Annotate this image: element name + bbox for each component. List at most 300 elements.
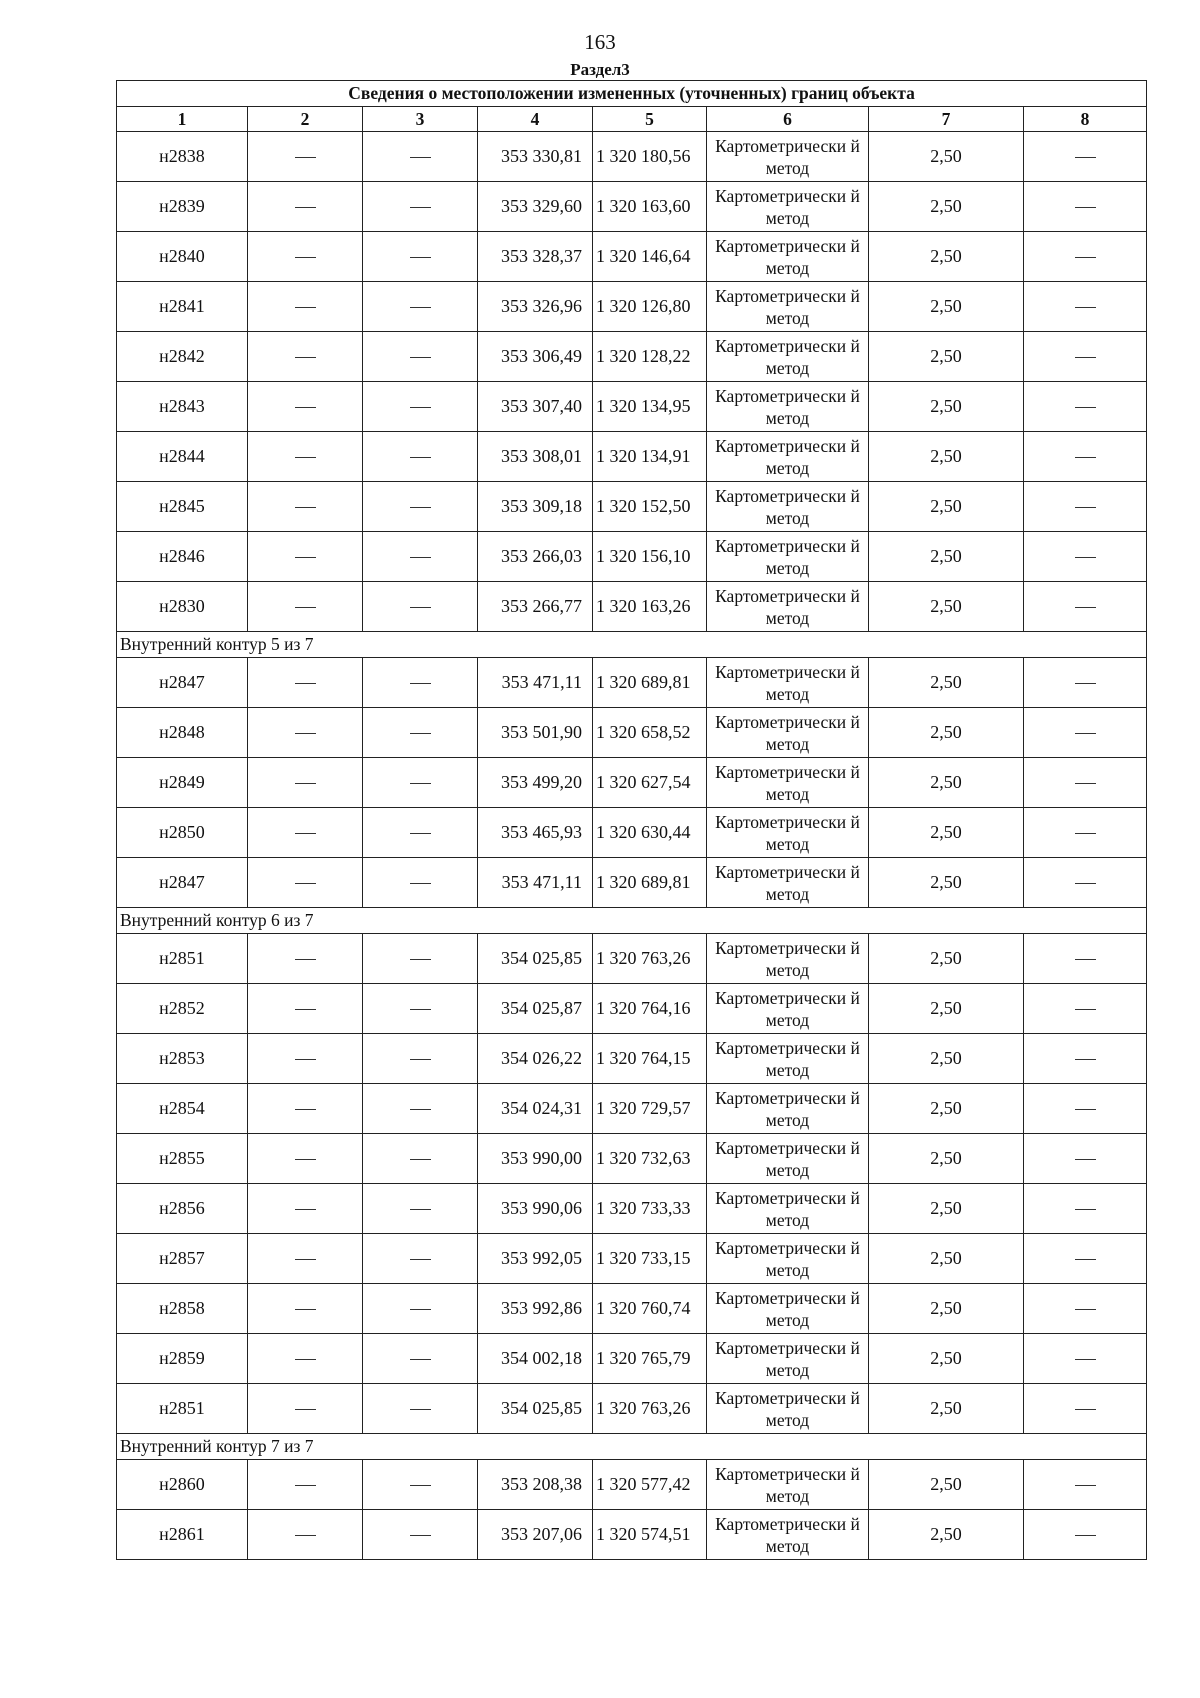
method-cell: Картометрически й метод bbox=[707, 1084, 869, 1134]
em-dash bbox=[295, 1535, 316, 1536]
em-dash bbox=[1075, 1535, 1096, 1536]
column-8-dash-cell bbox=[1024, 582, 1147, 632]
column-2-dash-cell bbox=[248, 1034, 363, 1084]
column-3-dash-cell bbox=[363, 182, 478, 232]
table-row bbox=[117, 1084, 1147, 1134]
method-cell: Картометрически й метод bbox=[707, 1234, 869, 1284]
em-dash bbox=[295, 207, 316, 208]
table-row bbox=[117, 232, 1147, 282]
em-dash bbox=[410, 607, 431, 608]
y-coordinate-cell: 1 320 134,91 bbox=[593, 432, 707, 482]
column-number: 1 bbox=[117, 107, 248, 132]
method-cell: Картометрически й метод bbox=[707, 808, 869, 858]
x-coordinate-cell: 353 307,40 bbox=[478, 382, 593, 432]
y-coordinate-cell: 1 320 163,26 bbox=[593, 582, 707, 632]
em-dash bbox=[295, 1485, 316, 1486]
em-dash bbox=[410, 1109, 431, 1110]
column-3-dash-cell bbox=[363, 1134, 478, 1184]
point-name-cell: н2840 bbox=[117, 232, 248, 282]
accuracy-cell: 2,50 bbox=[869, 1384, 1024, 1434]
x-coordinate-cell: 353 465,93 bbox=[478, 808, 593, 858]
accuracy-cell: 2,50 bbox=[869, 1234, 1024, 1284]
em-dash bbox=[1075, 1159, 1096, 1160]
x-coordinate-cell: 353 471,11 bbox=[478, 658, 593, 708]
column-8-dash-cell bbox=[1024, 1184, 1147, 1234]
column-2-dash-cell bbox=[248, 432, 363, 482]
point-name-cell: н2861 bbox=[117, 1510, 248, 1560]
em-dash bbox=[295, 407, 316, 408]
em-dash bbox=[1075, 1309, 1096, 1310]
em-dash bbox=[295, 607, 316, 608]
page-number: 163 bbox=[584, 30, 616, 54]
em-dash bbox=[410, 733, 431, 734]
point-name-cell: н2847 bbox=[117, 858, 248, 908]
em-dash bbox=[1075, 1209, 1096, 1210]
em-dash bbox=[1075, 507, 1096, 508]
column-8-dash-cell bbox=[1024, 1384, 1147, 1434]
method-cell: Картометрически й метод bbox=[707, 658, 869, 708]
column-3-dash-cell bbox=[363, 332, 478, 382]
column-2-dash-cell bbox=[248, 132, 363, 182]
em-dash bbox=[295, 1059, 316, 1060]
contour-heading-row bbox=[117, 908, 1147, 934]
em-dash bbox=[1075, 357, 1096, 358]
y-coordinate-cell: 1 320 689,81 bbox=[593, 858, 707, 908]
accuracy-cell: 2,50 bbox=[869, 808, 1024, 858]
em-dash bbox=[1075, 683, 1096, 684]
column-3-dash-cell bbox=[363, 758, 478, 808]
em-dash bbox=[410, 207, 431, 208]
em-dash bbox=[410, 307, 431, 308]
em-dash bbox=[410, 833, 431, 834]
accuracy-cell: 2,50 bbox=[869, 708, 1024, 758]
accuracy-cell: 2,50 bbox=[869, 1510, 1024, 1560]
column-number: 2 bbox=[248, 107, 363, 132]
em-dash bbox=[1075, 783, 1096, 784]
y-coordinate-cell: 1 320 658,52 bbox=[593, 708, 707, 758]
em-dash bbox=[410, 457, 431, 458]
column-3-dash-cell bbox=[363, 432, 478, 482]
em-dash bbox=[295, 307, 316, 308]
column-2-dash-cell bbox=[248, 532, 363, 582]
point-name-cell: н2856 bbox=[117, 1184, 248, 1234]
em-dash bbox=[1075, 1259, 1096, 1260]
column-8-dash-cell bbox=[1024, 532, 1147, 582]
x-coordinate-cell: 353 308,01 bbox=[478, 432, 593, 482]
y-coordinate-cell: 1 320 760,74 bbox=[593, 1284, 707, 1334]
em-dash bbox=[295, 1209, 316, 1210]
method-cell: Картометрически й метод bbox=[707, 1510, 869, 1560]
em-dash bbox=[1075, 833, 1096, 834]
column-3-dash-cell bbox=[363, 1234, 478, 1284]
column-8-dash-cell bbox=[1024, 934, 1147, 984]
em-dash bbox=[1075, 1059, 1096, 1060]
y-coordinate-cell: 1 320 156,10 bbox=[593, 532, 707, 582]
em-dash bbox=[295, 833, 316, 834]
x-coordinate-cell: 354 025,87 bbox=[478, 984, 593, 1034]
column-3-dash-cell bbox=[363, 1510, 478, 1560]
point-name-cell: н2851 bbox=[117, 934, 248, 984]
table-row bbox=[117, 532, 1147, 582]
y-coordinate-cell: 1 320 163,60 bbox=[593, 182, 707, 232]
em-dash bbox=[410, 1535, 431, 1536]
accuracy-cell: 2,50 bbox=[869, 532, 1024, 582]
table-row bbox=[117, 758, 1147, 808]
em-dash bbox=[1075, 557, 1096, 558]
y-coordinate-cell: 1 320 764,16 bbox=[593, 984, 707, 1034]
column-3-dash-cell bbox=[363, 858, 478, 908]
column-8-dash-cell bbox=[1024, 382, 1147, 432]
point-name-cell: н2859 bbox=[117, 1334, 248, 1384]
column-8-dash-cell bbox=[1024, 808, 1147, 858]
table-row bbox=[117, 332, 1147, 382]
em-dash bbox=[1075, 257, 1096, 258]
em-dash bbox=[1075, 207, 1096, 208]
column-3-dash-cell bbox=[363, 282, 478, 332]
x-coordinate-cell: 353 992,05 bbox=[478, 1234, 593, 1284]
method-cell: Картометрически й метод bbox=[707, 1034, 869, 1084]
column-2-dash-cell bbox=[248, 984, 363, 1034]
em-dash bbox=[1075, 1109, 1096, 1110]
x-coordinate-cell: 354 025,85 bbox=[478, 934, 593, 984]
column-8-dash-cell bbox=[1024, 1134, 1147, 1184]
em-dash bbox=[1075, 1009, 1096, 1010]
column-2-dash-cell bbox=[248, 708, 363, 758]
column-8-dash-cell bbox=[1024, 432, 1147, 482]
accuracy-cell: 2,50 bbox=[869, 858, 1024, 908]
table-row bbox=[117, 658, 1147, 708]
column-3-dash-cell bbox=[363, 1334, 478, 1384]
point-name-cell: н2852 bbox=[117, 984, 248, 1034]
table-row bbox=[117, 984, 1147, 1034]
table-row bbox=[117, 132, 1147, 182]
column-3-dash-cell bbox=[363, 132, 478, 182]
column-2-dash-cell bbox=[248, 1134, 363, 1184]
method-cell: Картометрически й метод bbox=[707, 1284, 869, 1334]
method-cell: Картометрически й метод bbox=[707, 182, 869, 232]
column-2-dash-cell bbox=[248, 232, 363, 282]
y-coordinate-cell: 1 320 152,50 bbox=[593, 482, 707, 532]
method-cell: Картометрически й метод bbox=[707, 1134, 869, 1184]
boundary-points-table bbox=[116, 80, 1147, 1560]
x-coordinate-cell: 353 328,37 bbox=[478, 232, 593, 282]
column-2-dash-cell bbox=[248, 758, 363, 808]
column-3-dash-cell bbox=[363, 532, 478, 582]
column-8-dash-cell bbox=[1024, 1460, 1147, 1510]
x-coordinate-cell: 353 306,49 bbox=[478, 332, 593, 382]
y-coordinate-cell: 1 320 729,57 bbox=[593, 1084, 707, 1134]
table-row bbox=[117, 934, 1147, 984]
column-3-dash-cell bbox=[363, 984, 478, 1034]
column-8-dash-cell bbox=[1024, 758, 1147, 808]
column-2-dash-cell bbox=[248, 1284, 363, 1334]
column-3-dash-cell bbox=[363, 1184, 478, 1234]
column-8-dash-cell bbox=[1024, 232, 1147, 282]
column-3-dash-cell bbox=[363, 934, 478, 984]
table-row bbox=[117, 808, 1147, 858]
accuracy-cell: 2,50 bbox=[869, 984, 1024, 1034]
y-coordinate-cell: 1 320 627,54 bbox=[593, 758, 707, 808]
em-dash bbox=[295, 507, 316, 508]
method-cell: Картометрически й метод bbox=[707, 582, 869, 632]
em-dash bbox=[1075, 883, 1096, 884]
x-coordinate-cell: 353 990,00 bbox=[478, 1134, 593, 1184]
em-dash bbox=[295, 1159, 316, 1160]
table-row bbox=[117, 1184, 1147, 1234]
point-name-cell: н2854 bbox=[117, 1084, 248, 1134]
em-dash bbox=[1075, 733, 1096, 734]
em-dash bbox=[295, 1259, 316, 1260]
method-cell: Картометрически й метод bbox=[707, 758, 869, 808]
em-dash bbox=[410, 1359, 431, 1360]
column-number: 4 bbox=[478, 107, 593, 132]
point-name-cell: н2839 bbox=[117, 182, 248, 232]
accuracy-cell: 2,50 bbox=[869, 132, 1024, 182]
point-name-cell: н2857 bbox=[117, 1234, 248, 1284]
accuracy-cell: 2,50 bbox=[869, 1034, 1024, 1084]
y-coordinate-cell: 1 320 764,15 bbox=[593, 1034, 707, 1084]
em-dash bbox=[410, 1259, 431, 1260]
point-name-cell: н2842 bbox=[117, 332, 248, 382]
method-cell: Картометрически й метод bbox=[707, 232, 869, 282]
contour-heading: Внутренний контур 7 из 7 bbox=[117, 1434, 1147, 1460]
em-dash bbox=[295, 157, 316, 158]
em-dash bbox=[410, 1159, 431, 1160]
column-3-dash-cell bbox=[363, 1034, 478, 1084]
column-8-dash-cell bbox=[1024, 1084, 1147, 1134]
em-dash bbox=[410, 1485, 431, 1486]
method-cell: Картометрически й метод bbox=[707, 482, 869, 532]
column-8-dash-cell bbox=[1024, 282, 1147, 332]
column-8-dash-cell bbox=[1024, 482, 1147, 532]
section-title: Раздел3 bbox=[570, 60, 630, 79]
table-row bbox=[117, 182, 1147, 232]
column-8-dash-cell bbox=[1024, 332, 1147, 382]
y-coordinate-cell: 1 320 763,26 bbox=[593, 934, 707, 984]
column-3-dash-cell bbox=[363, 708, 478, 758]
x-coordinate-cell: 354 002,18 bbox=[478, 1334, 593, 1384]
em-dash bbox=[295, 457, 316, 458]
y-coordinate-cell: 1 320 630,44 bbox=[593, 808, 707, 858]
x-coordinate-cell: 353 266,77 bbox=[478, 582, 593, 632]
column-2-dash-cell bbox=[248, 482, 363, 532]
accuracy-cell: 2,50 bbox=[869, 1084, 1024, 1134]
method-cell: Картометрически й метод bbox=[707, 282, 869, 332]
x-coordinate-cell: 353 329,60 bbox=[478, 182, 593, 232]
x-coordinate-cell: 353 207,06 bbox=[478, 1510, 593, 1560]
accuracy-cell: 2,50 bbox=[869, 758, 1024, 808]
column-3-dash-cell bbox=[363, 582, 478, 632]
table-row bbox=[117, 708, 1147, 758]
table-row bbox=[117, 482, 1147, 532]
column-3-dash-cell bbox=[363, 1284, 478, 1334]
column-2-dash-cell bbox=[248, 282, 363, 332]
column-2-dash-cell bbox=[248, 1084, 363, 1134]
em-dash bbox=[1075, 1359, 1096, 1360]
em-dash bbox=[410, 557, 431, 558]
table-row bbox=[117, 858, 1147, 908]
column-number: 7 bbox=[869, 107, 1024, 132]
accuracy-cell: 2,50 bbox=[869, 658, 1024, 708]
accuracy-cell: 2,50 bbox=[869, 1184, 1024, 1234]
column-2-dash-cell bbox=[248, 1234, 363, 1284]
point-name-cell: н2855 bbox=[117, 1134, 248, 1184]
point-name-cell: н2851 bbox=[117, 1384, 248, 1434]
table-row bbox=[117, 1234, 1147, 1284]
column-3-dash-cell bbox=[363, 1084, 478, 1134]
column-8-dash-cell bbox=[1024, 1034, 1147, 1084]
column-8-dash-cell bbox=[1024, 984, 1147, 1034]
y-coordinate-cell: 1 320 733,15 bbox=[593, 1234, 707, 1284]
table-row bbox=[117, 1510, 1147, 1560]
method-cell: Картометрически й метод bbox=[707, 1460, 869, 1510]
table-row bbox=[117, 1460, 1147, 1510]
point-name-cell: н2850 bbox=[117, 808, 248, 858]
method-cell: Картометрически й метод bbox=[707, 984, 869, 1034]
x-coordinate-cell: 354 025,85 bbox=[478, 1384, 593, 1434]
em-dash bbox=[295, 683, 316, 684]
accuracy-cell: 2,50 bbox=[869, 382, 1024, 432]
x-coordinate-cell: 354 024,31 bbox=[478, 1084, 593, 1134]
column-2-dash-cell bbox=[248, 182, 363, 232]
column-8-dash-cell bbox=[1024, 1510, 1147, 1560]
y-coordinate-cell: 1 320 765,79 bbox=[593, 1334, 707, 1384]
accuracy-cell: 2,50 bbox=[869, 332, 1024, 382]
accuracy-cell: 2,50 bbox=[869, 1334, 1024, 1384]
accuracy-cell: 2,50 bbox=[869, 182, 1024, 232]
table-row bbox=[117, 582, 1147, 632]
x-coordinate-cell: 353 208,38 bbox=[478, 1460, 593, 1510]
column-3-dash-cell bbox=[363, 482, 478, 532]
em-dash bbox=[295, 733, 316, 734]
table-row bbox=[117, 1334, 1147, 1384]
y-coordinate-cell: 1 320 732,63 bbox=[593, 1134, 707, 1184]
method-cell: Картометрически й метод bbox=[707, 708, 869, 758]
point-name-cell: н2849 bbox=[117, 758, 248, 808]
em-dash bbox=[410, 407, 431, 408]
em-dash bbox=[410, 959, 431, 960]
em-dash bbox=[295, 257, 316, 258]
point-name-cell: н2853 bbox=[117, 1034, 248, 1084]
column-2-dash-cell bbox=[248, 1184, 363, 1234]
x-coordinate-cell: 354 026,22 bbox=[478, 1034, 593, 1084]
column-2-dash-cell bbox=[248, 582, 363, 632]
x-coordinate-cell: 353 326,96 bbox=[478, 282, 593, 332]
column-8-dash-cell bbox=[1024, 182, 1147, 232]
column-2-dash-cell bbox=[248, 1334, 363, 1384]
column-number-row bbox=[117, 107, 1147, 132]
table-row bbox=[117, 1134, 1147, 1184]
accuracy-cell: 2,50 bbox=[869, 934, 1024, 984]
method-cell: Картометрически й метод bbox=[707, 432, 869, 482]
contour-heading-row bbox=[117, 1434, 1147, 1460]
point-name-cell: н2847 bbox=[117, 658, 248, 708]
em-dash bbox=[1075, 959, 1096, 960]
y-coordinate-cell: 1 320 146,64 bbox=[593, 232, 707, 282]
column-3-dash-cell bbox=[363, 1460, 478, 1510]
em-dash bbox=[295, 883, 316, 884]
em-dash bbox=[410, 883, 431, 884]
x-coordinate-cell: 353 499,20 bbox=[478, 758, 593, 808]
em-dash bbox=[410, 1009, 431, 1010]
contour-heading: Внутренний контур 6 из 7 bbox=[117, 908, 1147, 934]
method-cell: Картометрически й метод bbox=[707, 1184, 869, 1234]
x-coordinate-cell: 353 309,18 bbox=[478, 482, 593, 532]
column-2-dash-cell bbox=[248, 808, 363, 858]
column-2-dash-cell bbox=[248, 934, 363, 984]
em-dash bbox=[1075, 607, 1096, 608]
column-number: 3 bbox=[363, 107, 478, 132]
column-8-dash-cell bbox=[1024, 858, 1147, 908]
column-8-dash-cell bbox=[1024, 1234, 1147, 1284]
em-dash bbox=[410, 1409, 431, 1410]
point-name-cell: н2858 bbox=[117, 1284, 248, 1334]
column-8-dash-cell bbox=[1024, 132, 1147, 182]
column-3-dash-cell bbox=[363, 382, 478, 432]
table-row bbox=[117, 432, 1147, 482]
table-row bbox=[117, 282, 1147, 332]
method-cell: Картометрически й метод bbox=[707, 1384, 869, 1434]
em-dash bbox=[295, 959, 316, 960]
method-cell: Картометрически й метод bbox=[707, 382, 869, 432]
em-dash bbox=[1075, 407, 1096, 408]
column-8-dash-cell bbox=[1024, 658, 1147, 708]
em-dash bbox=[295, 1109, 316, 1110]
y-coordinate-cell: 1 320 733,33 bbox=[593, 1184, 707, 1234]
em-dash bbox=[295, 783, 316, 784]
y-coordinate-cell: 1 320 577,42 bbox=[593, 1460, 707, 1510]
em-dash bbox=[410, 257, 431, 258]
accuracy-cell: 2,50 bbox=[869, 232, 1024, 282]
accuracy-cell: 2,50 bbox=[869, 1284, 1024, 1334]
column-3-dash-cell bbox=[363, 1384, 478, 1434]
point-name-cell: н2844 bbox=[117, 432, 248, 482]
column-2-dash-cell bbox=[248, 1384, 363, 1434]
y-coordinate-cell: 1 320 128,22 bbox=[593, 332, 707, 382]
table-body bbox=[117, 132, 1147, 1560]
method-cell: Картометрически й метод bbox=[707, 934, 869, 984]
accuracy-cell: 2,50 bbox=[869, 432, 1024, 482]
column-8-dash-cell bbox=[1024, 1284, 1147, 1334]
point-name-cell: н2843 bbox=[117, 382, 248, 432]
em-dash bbox=[410, 157, 431, 158]
column-3-dash-cell bbox=[363, 232, 478, 282]
em-dash bbox=[295, 357, 316, 358]
point-name-cell: н2848 bbox=[117, 708, 248, 758]
point-name-cell: н2841 bbox=[117, 282, 248, 332]
column-8-dash-cell bbox=[1024, 1334, 1147, 1384]
method-cell: Картометрически й метод bbox=[707, 532, 869, 582]
accuracy-cell: 2,50 bbox=[869, 582, 1024, 632]
x-coordinate-cell: 353 471,11 bbox=[478, 858, 593, 908]
y-coordinate-cell: 1 320 689,81 bbox=[593, 658, 707, 708]
em-dash bbox=[295, 1009, 316, 1010]
column-2-dash-cell bbox=[248, 1510, 363, 1560]
point-name-cell: н2838 bbox=[117, 132, 248, 182]
em-dash bbox=[410, 507, 431, 508]
accuracy-cell: 2,50 bbox=[869, 1134, 1024, 1184]
method-cell: Картометрически й метод bbox=[707, 332, 869, 382]
em-dash bbox=[410, 357, 431, 358]
contour-heading-row bbox=[117, 632, 1147, 658]
column-number: 8 bbox=[1024, 107, 1147, 132]
column-2-dash-cell bbox=[248, 382, 363, 432]
y-coordinate-cell: 1 320 180,56 bbox=[593, 132, 707, 182]
em-dash bbox=[1075, 457, 1096, 458]
em-dash bbox=[410, 1309, 431, 1310]
x-coordinate-cell: 353 501,90 bbox=[478, 708, 593, 758]
table-row bbox=[117, 1284, 1147, 1334]
